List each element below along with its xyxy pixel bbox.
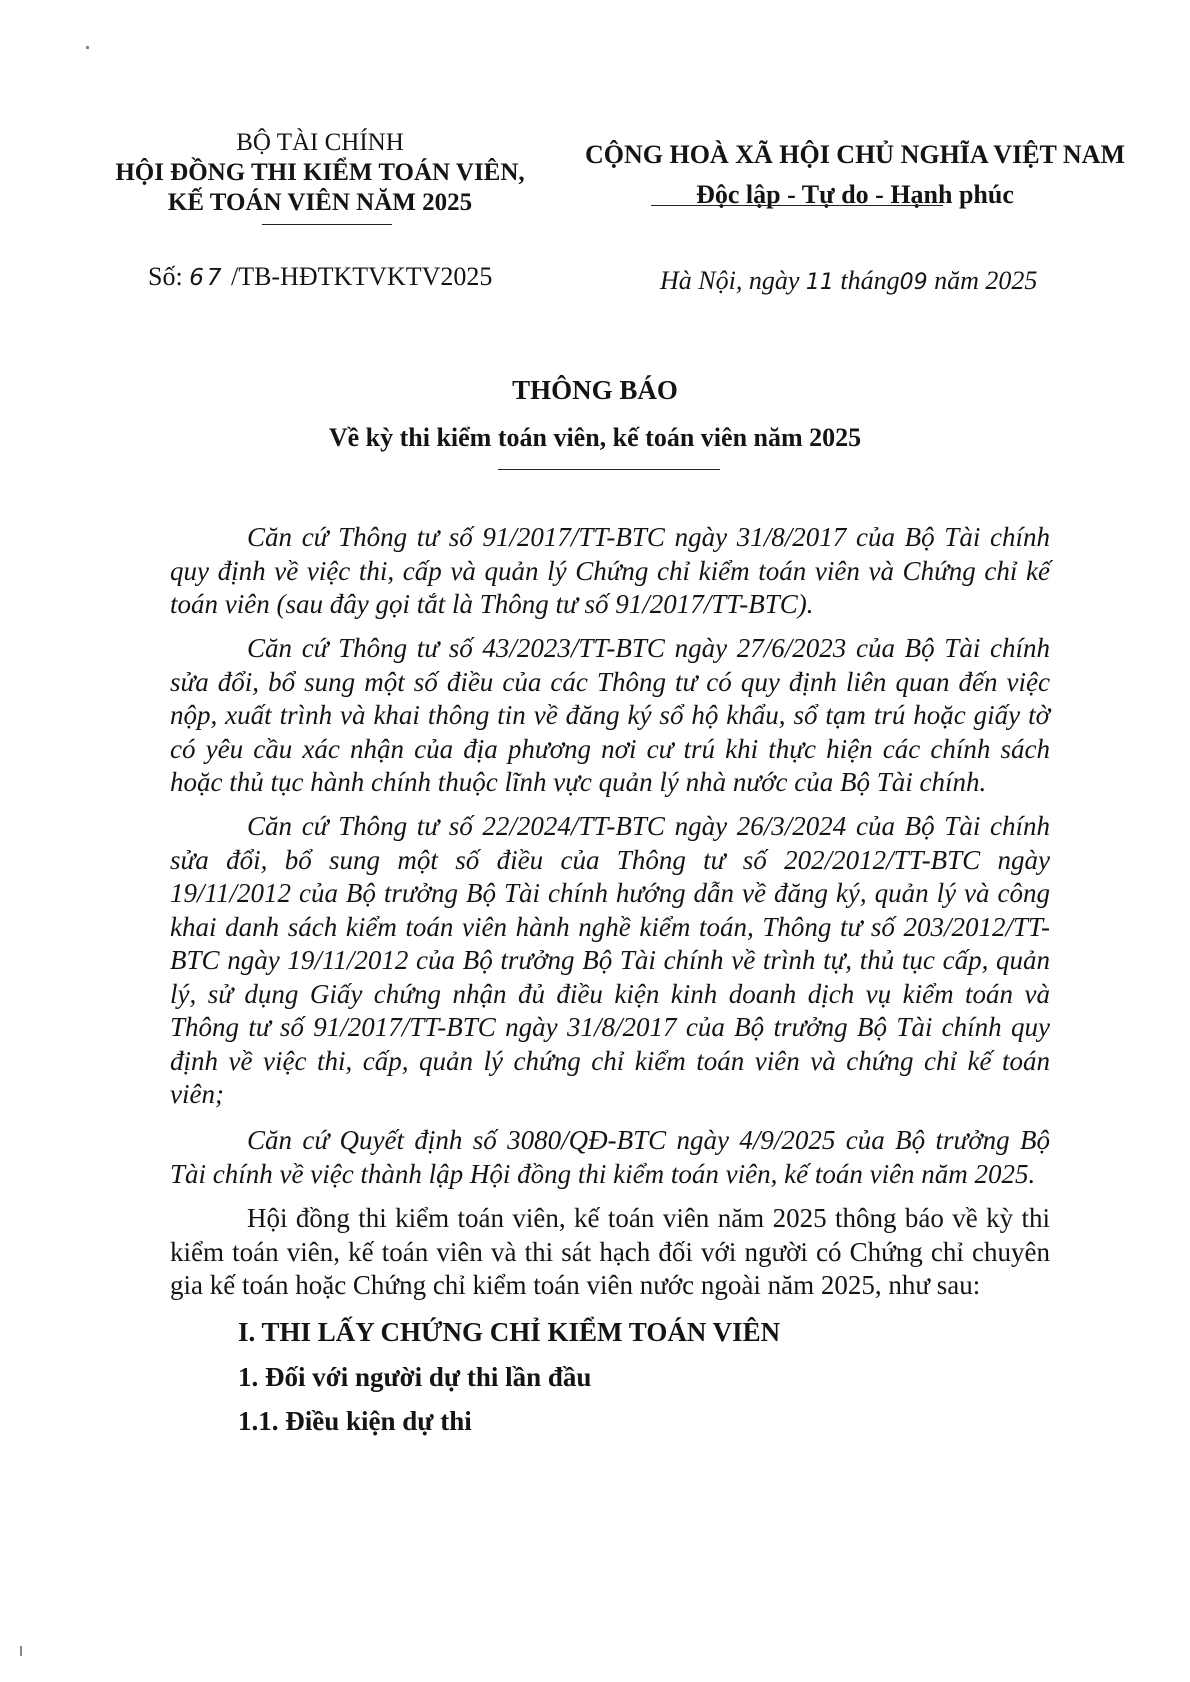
header-left [110,128,530,218]
doc-number-suffix: /TB-HĐTKTVKTV2025 [230,262,493,291]
page-subtitle: Về kỳ thi kiểm toán viên, kế toán viên năm 2025 [328,423,862,452]
scan-mark [20,1646,22,1656]
page-title: THÔNG BÁO [512,375,678,405]
subsection-heading-1: 1. Đối với người dự thi lần đầu [238,1362,592,1392]
document-number [148,262,492,292]
paragraph-legal-basis-1: Căn cứ Thông tư số 91/2017/TT-BTC ngày 31/8/2017 của Bộ Tài chính quy định về việc thi, cấp và quản lý Chứng chỉ kiểm toán viên và Chứng chỉ kế toán viên (sau đây gọi tắt là Thông tư số 91/2017/TT-BTC). [170,522,1050,619]
header-right [570,135,1140,215]
subtitle-underline [498,469,720,470]
motto-underline [651,205,943,206]
subsection-heading-1-1: 1.1. Điều kiện dự thi [238,1406,472,1436]
ministry-name: BỘ TÀI CHÍNH [236,129,404,156]
paragraph-legal-basis-2: Căn cứ Thông tư số 43/2023/TT-BTC ngày 27/6/2023 của Bộ Tài chính sửa đổi, bổ sung một số điều của các Thông tư có quy định liên quan đến việc nộp, xuất trình và khai thông tin về đăng ký sổ hộ khẩu, sổ tạm trú hoặc giấy tờ có yêu cầu xác nhận của địa phương nơi cư trú khi thực hiện các chính sách hoặc thủ tục hành chính thuộc lĩnh vực quản lý nhà nước của Bộ Tài chính. [170,633,1050,797]
date-part3: năm 2025 [934,266,1038,295]
doc-number-prefix: Số: [148,262,183,291]
left-header-underline [262,224,392,225]
national-name: CỘNG HOÀ XÃ HỘI CHỦ NGHĨA VIỆT NAM [584,140,1126,169]
paragraph-legal-basis-4: Căn cứ Quyết định số 3080/QĐ-BTC ngày 4/9/2025 của Bộ trưởng Bộ Tài chính về việc thành lập Hội đồng thi kiểm toán viên, kế toán viên năm 2025. [170,1125,1050,1189]
national-motto: Độc lập - Tự do - Hạnh phúc [696,180,1014,209]
paragraph-announcement: Hội đồng thi kiểm toán viên, kế toán viên năm 2025 thông báo về kỳ thi kiểm toán viên, kế toán viên và thi sát hạch đối với người có Chứng chỉ chuyên gia kế toán hoặc Chứng chỉ kiểm toán viên nước ngoài năm 2025, như sau: [170,1203,1050,1300]
date-part1: Hà Nội, ngày [660,266,800,295]
section-heading-1: I. THI LẤY CHỨNG CHỈ KIỂM TOÁN VIÊN [238,1317,781,1347]
handwritten-month: 09 [899,270,928,295]
council-name-line2: KẾ TOÁN VIÊN NĂM 2025 [167,189,473,216]
paragraph-legal-basis-3: Căn cứ Thông tư số 22/2024/TT-BTC ngày 26/3/2024 của Bộ Tài chính sửa đổi, bổ sung một số điều của Thông tư số 202/2012/TT-BTC ngày 19/11/2012 của Bộ trưởng Bộ Tài chính hướng dẫn về đăng ký, quản lý và công khai danh sách kiểm toán viên hành nghề kiểm toán, Thông tư số 203/2012/TT-BTC ngày 19/11/2012 của Bộ trưởng Bộ Tài chính về trình tự, thủ tục cấp, quản lý, sử dụng Giấy chứng nhận đủ điều kiện kinh doanh dịch vụ kiểm toán và Thông tư số 91/2017/TT-BTC ngày 31/8/2017 của Bộ trưởng Bộ Tài chính quy định về việc thi, cấp, quản lý chứng chỉ kiểm toán viên và chứng chỉ kế toán viên; [170,811,1050,1109]
council-name-line1: HỘI ĐỒNG THI KIỂM TOÁN VIÊN, [115,159,525,186]
handwritten-doc-number: 67 [189,265,225,291]
handwritten-day: 11 [805,270,834,295]
scan-mark [86,46,89,49]
date-part2: tháng [840,266,900,295]
place-and-date [660,266,1037,296]
